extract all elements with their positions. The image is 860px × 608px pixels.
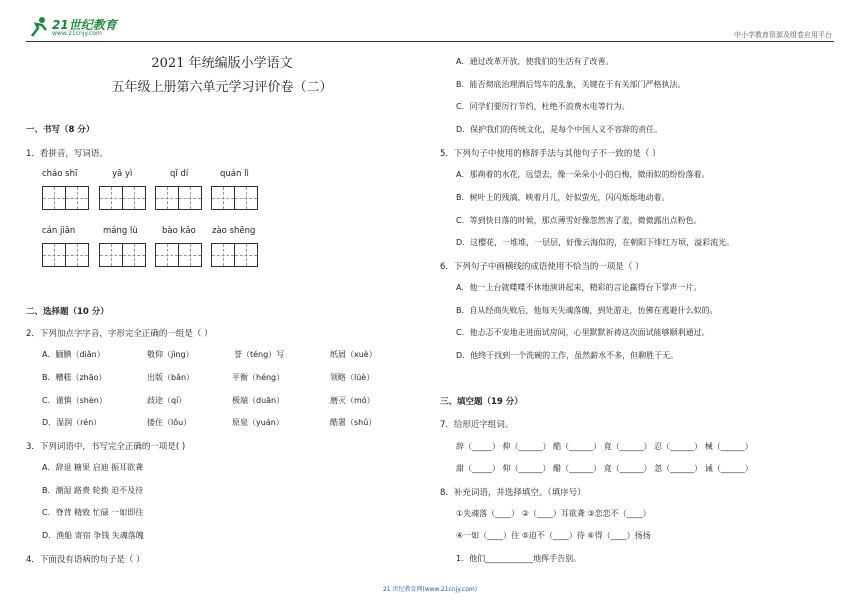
paper-title-line2: 五年级上册第六单元学习评价卷（二） <box>111 80 333 95</box>
q7-row[interactable]: 甜（_____） 仰（______） 醋（______） 竟（______） 忽（______） 诫（______） <box>456 464 753 473</box>
runner-logo-icon <box>28 16 50 38</box>
pinyin: yā yì <box>112 169 133 179</box>
q8-row[interactable]: ④一如（____）往 ⑤迫不（____）待 ⑥得（____）扬扬 <box>456 531 651 540</box>
question-8: 8．补充词语，并选择填空。（填序号） <box>440 488 586 498</box>
q6-option: A．他一上台就喋喋不休地演讲起来，精彩的言论赢得台下掌声一片。 <box>456 283 702 292</box>
logo-url: www.21cnjy.com <box>52 30 102 37</box>
q2-option: A．腼腆（diǎn） <box>42 350 105 359</box>
writing-grid[interactable] <box>42 186 88 210</box>
q5-option: B．树叶上的残滴，映着月儿，好似萤光，闪闪烁烁地动着。 <box>456 193 670 202</box>
q2-option: 搂住（lǒu） <box>147 418 192 427</box>
header-platform-text: 中小学教育资源及组卷应用平台 <box>734 31 832 39</box>
paper-title-line1: 2021 年统编版小学语文 <box>151 56 293 71</box>
q3-option: A．辞退 糖果 启迪 振耳欲聋 <box>42 463 144 472</box>
q2-option: 酷署（shǔ） <box>330 418 377 427</box>
q4-option: C．同学们要厉行节约，杜绝不浪费水电等行为。 <box>456 102 630 111</box>
q8-sentence[interactable]: 1．他们____________地挥手告别。 <box>456 554 582 563</box>
pinyin: bào kǎo <box>162 226 196 236</box>
writing-grid[interactable] <box>99 243 145 267</box>
writing-grid[interactable] <box>155 186 201 210</box>
q3-option: C．脊背 精致 忙碌 一如即往 <box>42 508 144 517</box>
q6-option: B．自从经商失败后，他每天失魂落魄，到处游走，仿佛在逃避什么似的。 <box>456 306 718 315</box>
q2-option: B．糟糕（zhāo） <box>42 373 107 382</box>
section1-heading: 一、书写（8 分） <box>26 125 95 135</box>
q6-option: C．他忐忑不安地走进面试房间，心里默默祈祷这次面试能够顺利通过。 <box>456 328 710 337</box>
q3-option: D．渔船 寄宿 争钱 失魂落魄 <box>42 531 144 540</box>
question-5: 5．下列句子中使用的修辞手法与其他句子不一致的是（ ） <box>440 149 661 159</box>
q5-option: C．等到快日落的时候，那点薄雪好像忽然害了羞，微微露出点粉色。 <box>456 216 702 225</box>
section2-heading: 二、选择题（10 分） <box>26 307 109 317</box>
q2-option: 平衡（héng） <box>232 373 285 382</box>
q2-option: 歧途（qí） <box>147 396 187 405</box>
q5-option: D．这樱花，一堆堆，一层层，好像云海似的，在朝阳下绯红万顷，溢彩流光。 <box>456 238 735 247</box>
header-divider <box>26 41 834 42</box>
writing-grid[interactable] <box>155 243 201 267</box>
q5-option: A．那蒴着的水花，远望去，像一朵朵小小的白梅，微雨似的纷纷落着。 <box>456 170 710 179</box>
q2-option: 极端（duān） <box>232 396 285 405</box>
question-7: 7．给形近字组词。 <box>440 420 514 430</box>
q2-option: D．湿润（rén） <box>42 418 102 427</box>
pinyin: cán jiǎn <box>42 226 76 236</box>
q2-option: 领略（lüè） <box>330 373 375 382</box>
q2-option: 纸屑（xuè） <box>330 350 377 359</box>
pinyin: cháo shī <box>42 169 78 179</box>
q8-row[interactable]: ①失魂落（____） ②（____）耳欲聋 ③恋恋不（____） <box>456 509 651 518</box>
q7-row[interactable]: 辞（_____） 抑（______） 酷（______） 竟（______） 忍（______） 械（______） <box>456 442 753 451</box>
site-logo <box>28 14 118 40</box>
q4-option: A．通过改革开放，使我们的生活有了改善。 <box>456 57 614 66</box>
question-6: 6．下列句子中画横线的成语使用不恰当的一项是（ ） <box>440 262 644 272</box>
section3-heading: 三、填空题（19 分） <box>440 397 523 407</box>
q3-option: B．潮湿 路费 轮换 迫不及待 <box>42 486 144 495</box>
question-2: 2．下列加点字字音，字形完全正确的一组是（ ） <box>26 329 213 339</box>
q2-option: 磨灭（mó） <box>330 396 375 405</box>
writing-grid[interactable] <box>211 186 257 210</box>
q2-option: 誉（téng）写 <box>234 350 285 359</box>
q4-option: D．保护我们的传统文化，是每个中国人义不容辞的责任。 <box>456 125 663 134</box>
pinyin: qǐ dí <box>170 169 189 179</box>
pinyin: zào shēng <box>212 226 256 236</box>
footer-source: 21 世纪教育网(www.21cnjy.com) <box>382 586 478 593</box>
logo-brand-text: 21世纪教育 <box>52 18 117 32</box>
writing-grid[interactable] <box>42 243 88 267</box>
q2-option: 原泉（yuán） <box>232 418 284 427</box>
writing-grid[interactable] <box>211 243 257 267</box>
pinyin: quán lì <box>220 169 249 179</box>
question-1: 1．看拼音，写词语。 <box>26 149 108 159</box>
q6-option: D．他终于找到一个洗碗的工作，虽然薪水不多，但聊胜于无。 <box>456 351 679 360</box>
q2-option: 出版（bǎn） <box>147 373 195 382</box>
question-3: 3．下列词语中，书写完全正确的一项是( ) <box>26 442 186 452</box>
question-4: 4．下面没有语病的句子是（ ） <box>26 555 145 565</box>
writing-grid[interactable] <box>99 186 145 210</box>
q2-option: C．谨慎（shèn） <box>42 396 107 405</box>
q2-option: 敬仰（jìng） <box>147 350 194 359</box>
q4-option: B．能否彻底治理酒后驾车的乱象，关键在于有关部门严格执法。 <box>456 80 686 89</box>
pinyin: máng lù <box>103 226 138 236</box>
